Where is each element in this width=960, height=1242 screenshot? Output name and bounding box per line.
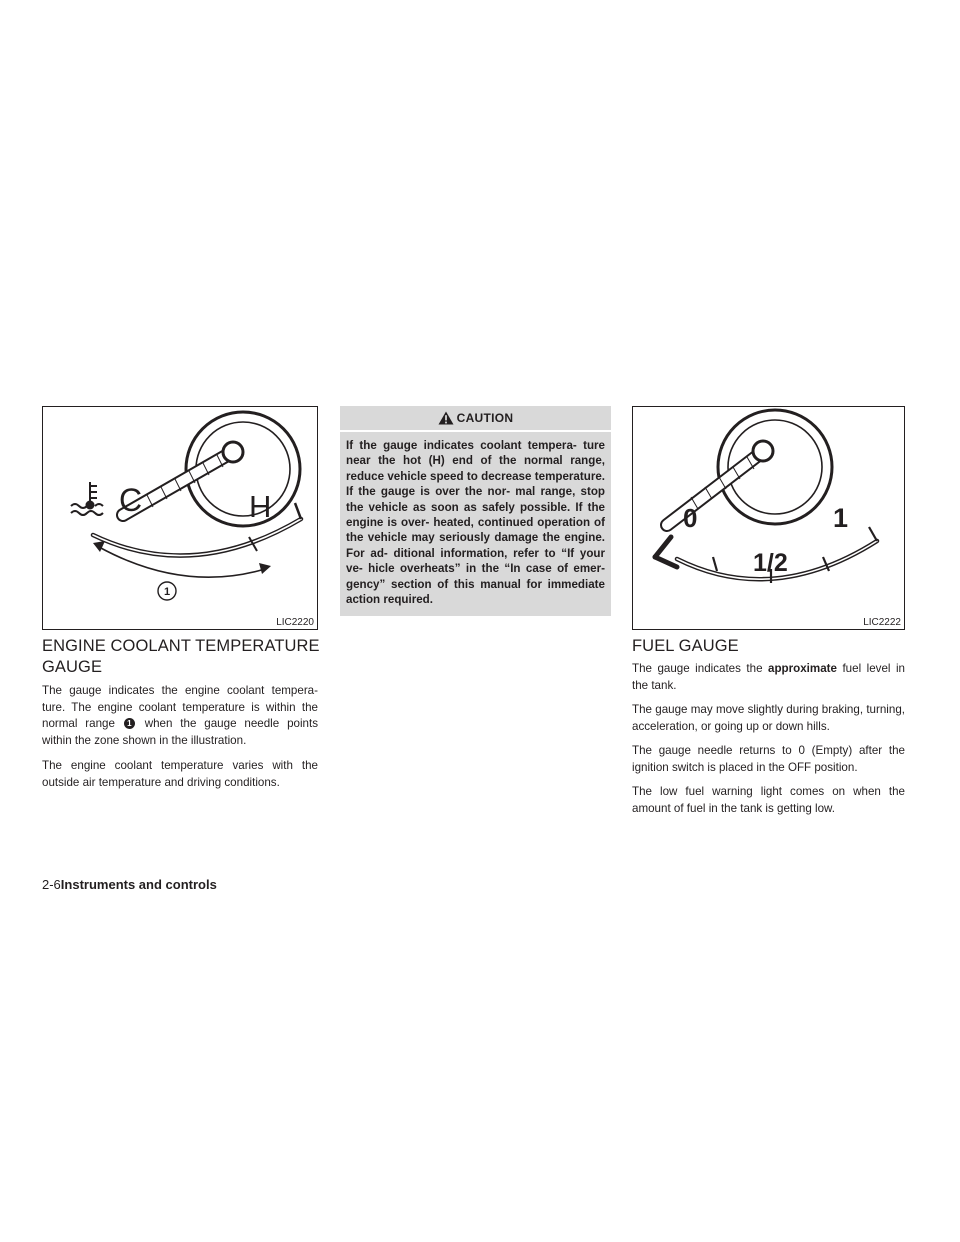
- fuel-gauge-illustration: [632, 406, 905, 630]
- cold-label: C: [119, 482, 143, 518]
- caution-body: If the gauge indicates coolant tempera- ture near the hot (H) end of the normal range, reduce vehicle speed to decrease temperature. If the gauge is over the nor- mal range, stop the vehicle as soon as safely possible. If the engine is over- heated, continued operation of the vehicle may seriously damage the engine. For ad- ditional information, refer to “If your ve- hicle overheats” in the “In case of emer- gency” section of this manual for immediate action required.: [346, 439, 605, 607]
- paragraph-text: when the gauge needle points within the zone shown in the illustration.: [42, 717, 318, 747]
- engine-coolant-heading: ENGINE COOLANT TEMPERATURE GAUGE: [42, 637, 320, 676]
- fuel-gauge-paragraph-1: [632, 661, 905, 694]
- section-title: Instruments and controls: [60, 877, 217, 892]
- figure-code: LIC2222: [863, 617, 901, 628]
- warning-triangle-icon: [438, 411, 454, 425]
- half-label: 1/2: [753, 549, 788, 577]
- paragraph-text: The gauge indicates the engine coolant tempera- ture. The engine coolant temperature is within the normal range: [42, 684, 318, 731]
- hot-label: H: [249, 489, 272, 524]
- empty-label: 0: [683, 503, 698, 533]
- coolant-gauge-illustration: [42, 406, 318, 630]
- paragraph-text: fuel level in the tank.: [632, 662, 905, 692]
- engine-coolant-paragraph-1: [42, 683, 318, 749]
- coolant-temperature-icon: [71, 482, 103, 515]
- fuel-gauge-paragraph-2: The gauge may move slightly during braking, turning, acceleration, or going up or down hills.: [632, 703, 905, 733]
- paragraph-text: The gauge indicates the: [632, 662, 763, 675]
- figure-code: LIC2220: [276, 617, 314, 628]
- fuel-gauge-paragraph-3: The gauge needle returns to 0 (Empty) after the ignition switch is placed in the OFF position.: [632, 744, 905, 774]
- engine-coolant-paragraph-2: The engine coolant temperature varies with the outside air temperature and driving conditions.: [42, 759, 318, 789]
- fuel-gauge-paragraph-4: The low fuel warning light comes on when the amount of fuel in the tank is getting low.: [632, 785, 905, 815]
- caution-box: [340, 406, 611, 616]
- range-callout-icon: 1: [124, 718, 135, 729]
- page-footer: [42, 877, 217, 892]
- caution-header: [340, 406, 611, 432]
- page-number: 2-6: [42, 877, 61, 892]
- full-label: 1: [833, 503, 849, 533]
- range-callout-label: 1: [163, 586, 171, 598]
- caution-title: CAUTION: [456, 411, 514, 425]
- fuel-gauge-heading: FUEL GAUGE: [632, 637, 739, 655]
- emphasis-text: approximate: [768, 662, 837, 675]
